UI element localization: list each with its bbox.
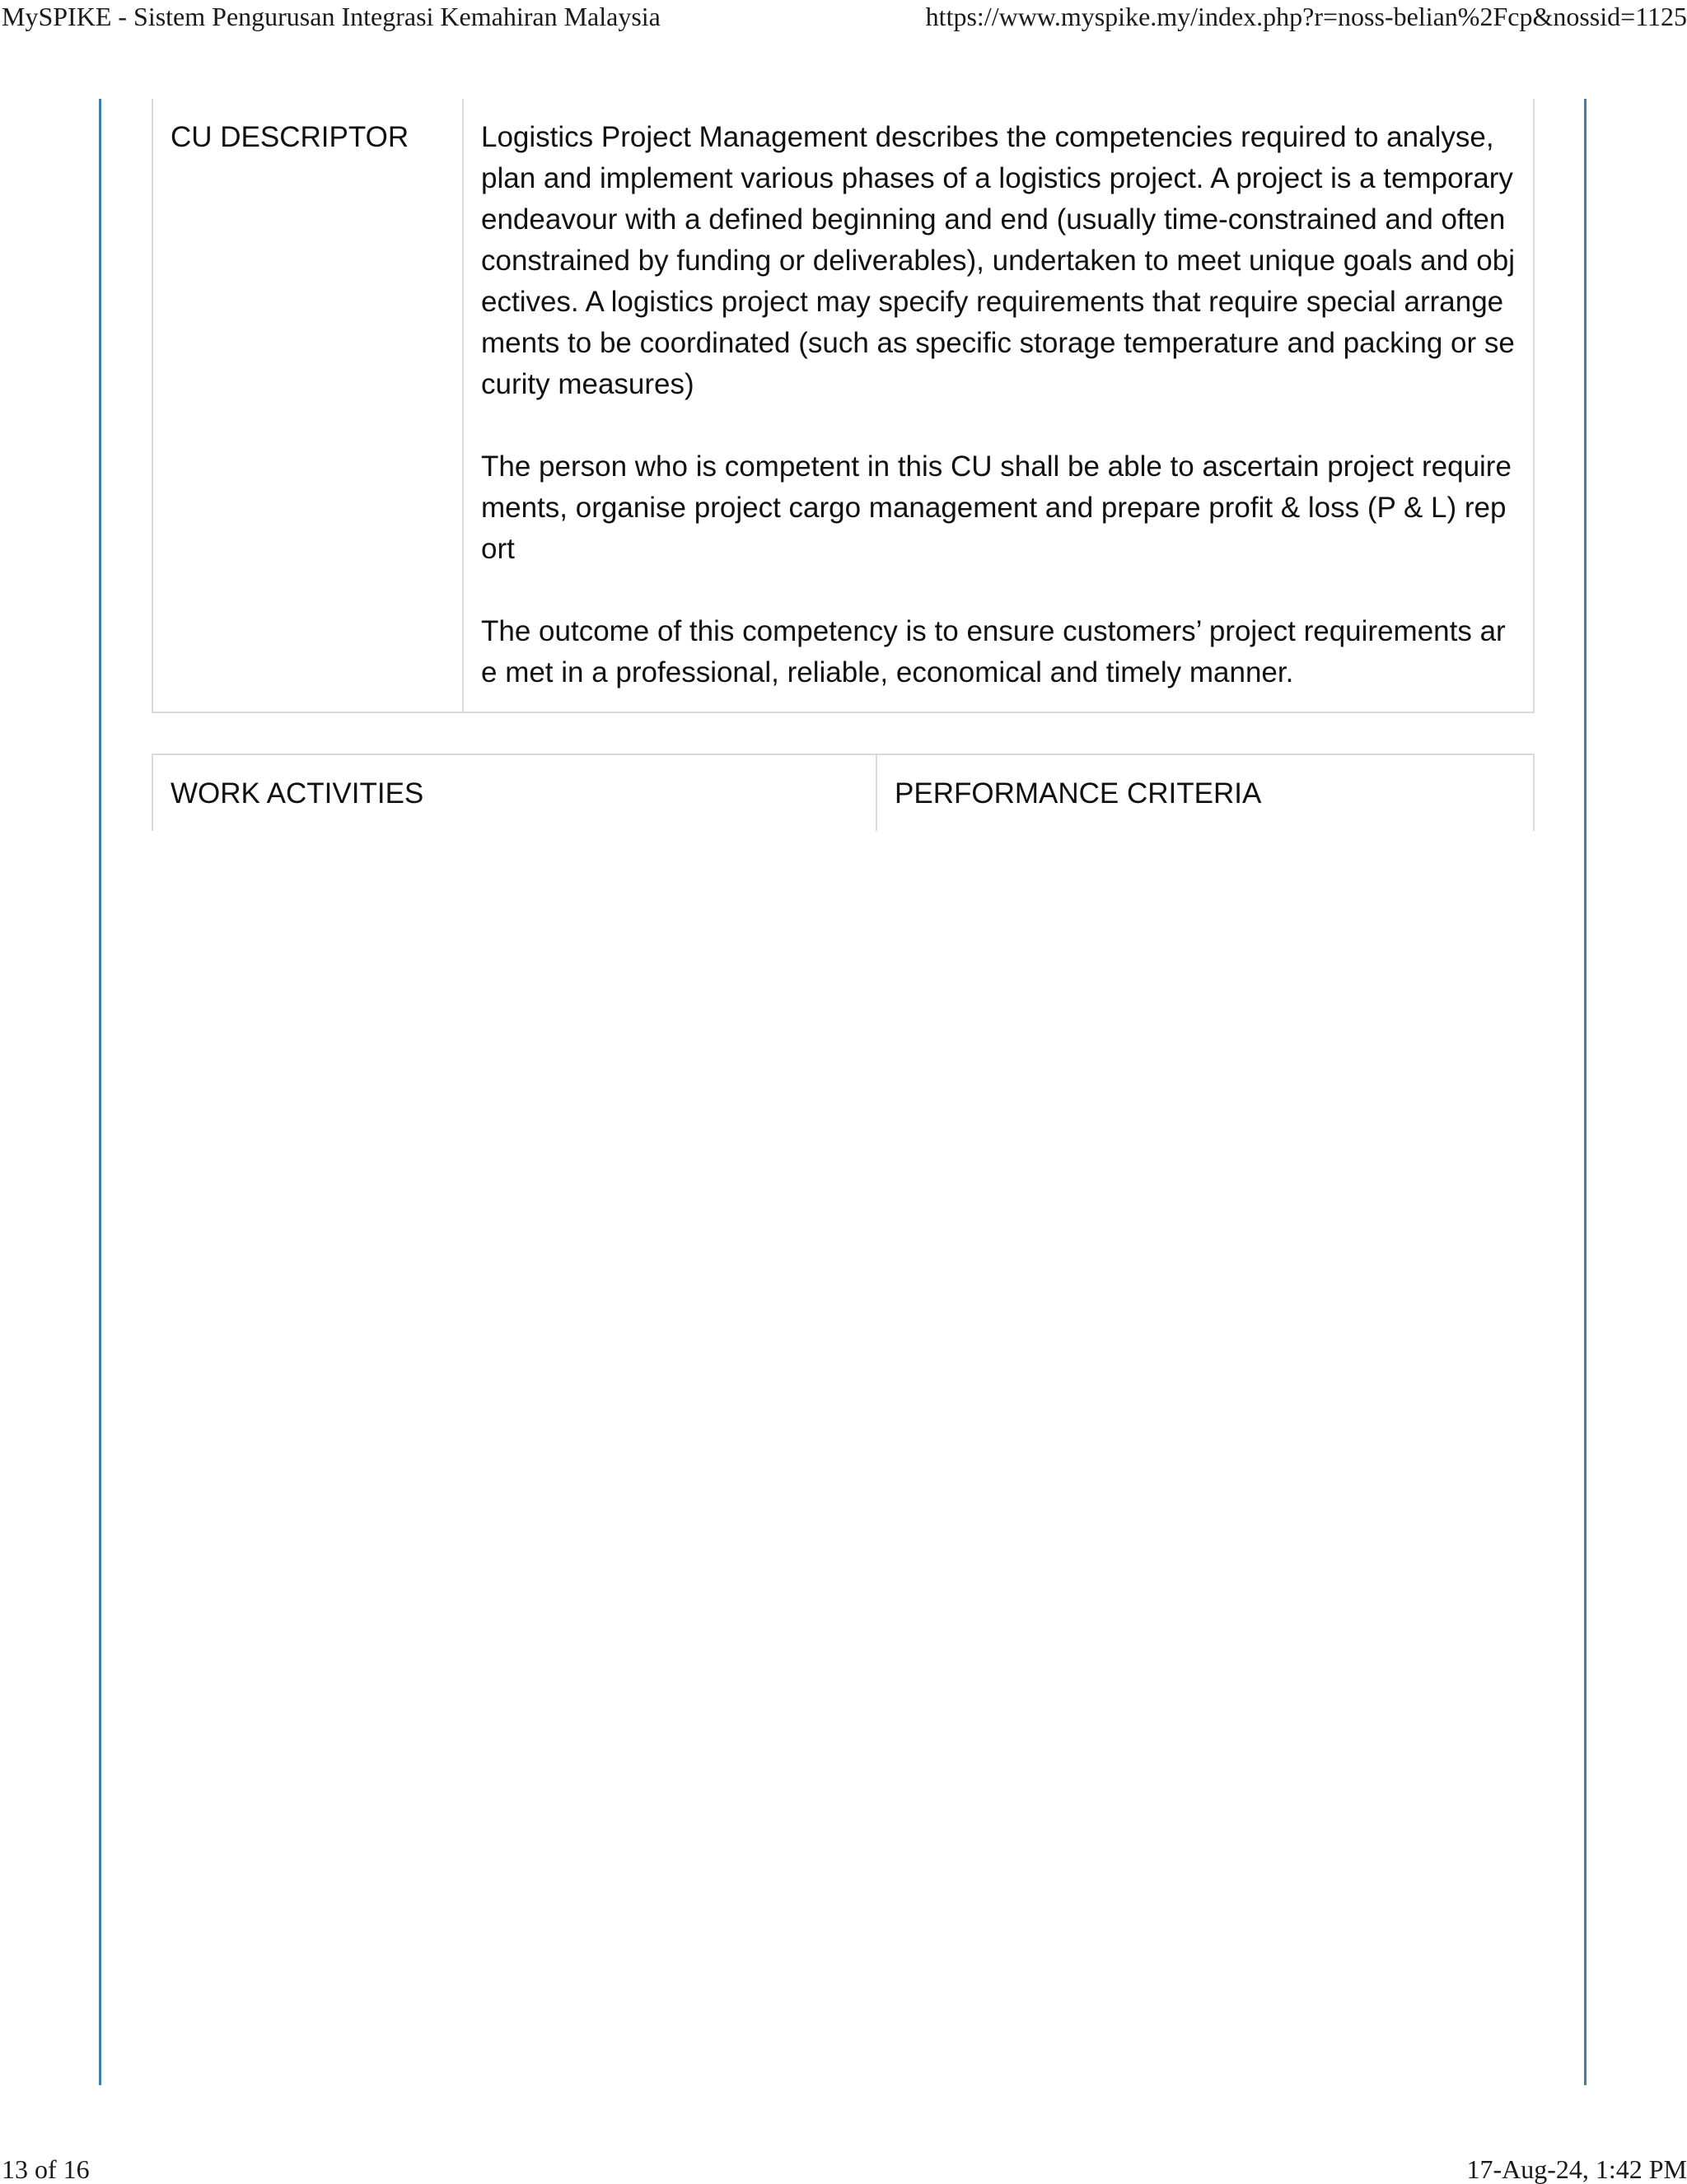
table-header-row — [152, 754, 1534, 831]
descriptor-paragraph: Logistics Project Management describes the competencies required to analyse, plan and implement various phases of a logistics project. A project is a temporary endeavour with a defined beginning and end (usually time-constrained and often constrained by funding or deliverables), undertaken to meet unique goals and objectives. A logistics project may specify requirements that require special arrangements to be coordinated (such as specific storage temperature and packing or security measures) — [481, 121, 1515, 400]
cu-descriptor-table — [152, 99, 1535, 713]
work-activities-table — [152, 754, 1535, 831]
print-footer — [0, 2156, 1687, 2182]
descriptor-paragraph: The person who is competent in this CU shall be able to ascertain project requirements, organise project cargo management and prepare profit & loss (P & L) report — [481, 450, 1512, 565]
descriptor-paragraph: The outcome of this competency is to ensure customers’ project requirements are met in a professional, reliable, economical and timely manner. — [481, 615, 1506, 688]
print-header-title: MySPIKE - Sistem Pengurusan Integrasi Kemahiran Malaysia — [2, 2, 661, 31]
table-row — [152, 99, 1534, 712]
cu-descriptor-text — [463, 99, 1534, 712]
page-number: 13 of 16 — [2, 2154, 90, 2184]
print-header — [0, 3, 1687, 36]
column-header-work-activities: WORK ACTIVITIES — [152, 754, 876, 831]
print-header-url: https://www.myspike.my/index.php?r=noss-belian%2Fcp&nossid=1125 — [925, 2, 1687, 31]
cu-descriptor-label: CU DESCRIPTOR — [152, 99, 463, 712]
page-content — [152, 99, 1535, 831]
print-datetime: 17-Aug-24, 1:42 PM — [1466, 2154, 1687, 2184]
column-header-performance-criteria: PERFORMANCE CRITERIA — [876, 754, 1534, 831]
